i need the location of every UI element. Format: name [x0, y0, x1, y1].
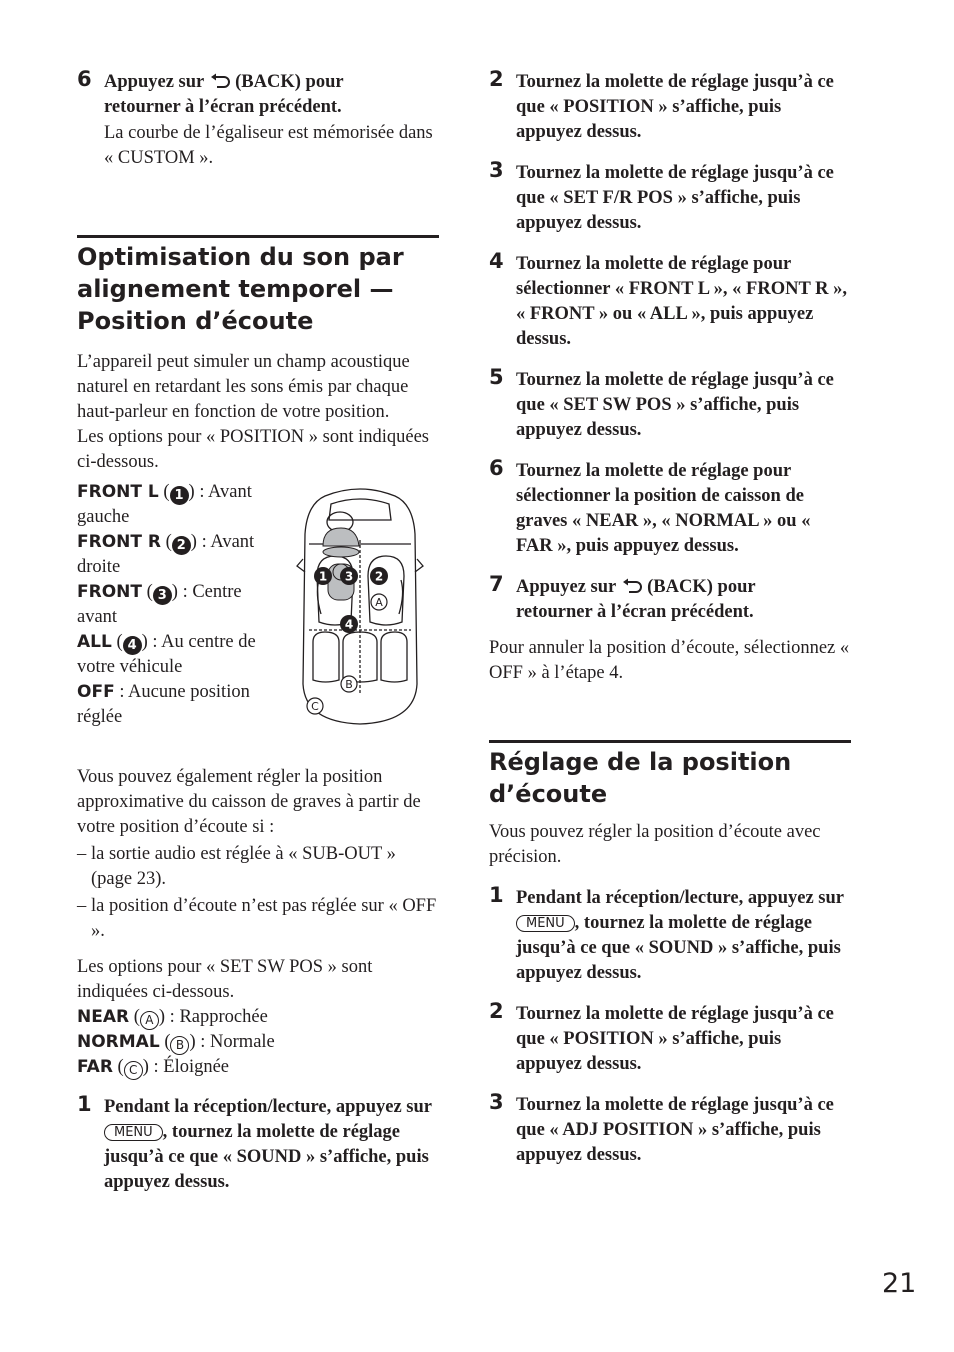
option-key: FAR	[77, 1057, 113, 1077]
diagram-label-1: 1	[318, 569, 328, 584]
diagram-label-a: A	[375, 596, 383, 609]
diagram-label-c: C	[311, 700, 319, 713]
option-desc: ) : Éloignée	[142, 1057, 230, 1077]
step-number: 6	[489, 456, 504, 480]
step-text: Appuyez sur	[104, 72, 204, 92]
step-text: retourner à l’écran précédent.	[104, 97, 342, 117]
option-key: NORMAL	[77, 1032, 160, 1052]
step-number: 2	[489, 67, 504, 91]
step-2-position	[489, 999, 851, 1077]
marker-b: B	[170, 1036, 189, 1055]
marker-3: 3	[153, 586, 172, 605]
menu-button-icon: MENU	[104, 1124, 163, 1141]
step-text: Tournez la molette de réglage jusqu’à ce que « POSITION » s’affiche, puis appuyez dessus.	[516, 1004, 834, 1074]
car-seating-diagram	[295, 484, 425, 728]
left-column	[77, 67, 439, 1195]
page-number: 21	[882, 1268, 917, 1299]
section-title: Réglage de la position d’écoute	[489, 748, 792, 808]
step-number: 2	[489, 999, 504, 1023]
option-key: OFF	[77, 682, 115, 702]
step-text: Tournez la molette de réglage jusqu’à ce que « ADJ POSITION » s’affiche, puis appuyez dessus.	[516, 1095, 834, 1165]
step-number: 3	[489, 1090, 504, 1114]
right-column	[489, 67, 851, 1168]
step-4	[489, 249, 851, 352]
option-normal: NORMAL ( B ) : Normale	[77, 1030, 439, 1055]
position-options	[77, 480, 439, 730]
step-5	[489, 365, 851, 443]
step-text: Tournez la molette de réglage jusqu’à ce que « SET F/R POS » s’affiche, puis appuyez dessus.	[516, 163, 834, 233]
step-text: Tournez la molette de réglage jusqu’à ce que « SET SW POS » s’affiche, puis appuyez dessus.	[516, 370, 834, 440]
option-front-r: FRONT R ( 2 ) : Avant droite	[77, 532, 255, 577]
diagram-label-2: 2	[374, 569, 384, 584]
sw-options-intro: Les options pour « SET SW POS » sont indiquées ci-dessous.	[77, 957, 373, 1002]
step-6	[489, 456, 851, 559]
step-3	[489, 158, 851, 236]
marker-2: 2	[172, 536, 191, 555]
step-2	[489, 67, 851, 145]
option-desc: ) : Avant droite	[77, 532, 255, 577]
subwoofer-intro: Vous pouvez également régler la position approximative du caisson de graves à partir de votre position d’écoute si :	[77, 767, 421, 837]
diagram-label-4: 4	[344, 617, 354, 632]
marker-1: 1	[170, 486, 189, 505]
step-number: 1	[489, 883, 504, 907]
step-note: La courbe de l’égaliseur est mémorisée dans « CUSTOM ».	[104, 123, 433, 168]
intro-paragraph: L’appareil peut simuler un champ acoustique naturel en retardant les sons émis par chaque haut-parleur en fonction de votre position.	[77, 352, 410, 422]
condition-item: – la position d’écoute n’est pas réglée sur « OFF ».	[77, 896, 437, 941]
options-intro: Les options pour « POSITION » sont indiquées ci-dessous.	[77, 427, 429, 472]
option-desc: ) : Rapprochée	[158, 1007, 268, 1027]
menu-button-icon: MENU	[516, 915, 575, 932]
sw-options	[77, 1005, 439, 1080]
step-number: 4	[489, 249, 504, 273]
step-number: 1	[77, 1092, 92, 1116]
option-desc: ) : Centre avant	[77, 582, 242, 627]
step-6-back	[77, 67, 439, 171]
option-near: NEAR ( A ) : Rapprochée	[77, 1005, 439, 1030]
option-key: ALL	[77, 632, 112, 652]
section-rule	[77, 235, 439, 238]
intro-paragraph: Vous pouvez régler la position d’écoute avec précision.	[489, 822, 821, 867]
option-key: FRONT	[77, 582, 142, 602]
option-all: ALL ( 4 ) : Au centre de votre véhicule	[77, 632, 256, 677]
option-desc: ) : Normale	[189, 1032, 275, 1052]
condition-item: – la sortie audio est réglée à « SUB-OUT » (page 23).	[77, 844, 396, 889]
option-key: NEAR	[77, 1007, 130, 1027]
step-1-sound: 1 Pendant la réception/lecture, appuyez sur MENU , tournez la molette de réglage jusqu’à ce que « SOUND » s’affiche, puis appuyez dessus.	[489, 883, 844, 983]
step-7-back: 7 Appuyez sur (BACK) pour retourner à l’écran précédent.	[489, 572, 756, 622]
step-number: 7	[489, 572, 504, 596]
step-number: 6	[77, 67, 92, 91]
step-number: 5	[489, 365, 504, 389]
option-desc: ) : Avant gauche	[77, 482, 252, 527]
section-rule	[489, 740, 851, 743]
option-far: FAR ( C ) : Éloignée	[77, 1055, 439, 1080]
diagram-label-3: 3	[344, 569, 354, 584]
option-key: FRONT L	[77, 482, 159, 502]
back-icon	[209, 73, 231, 89]
back-icon	[621, 578, 643, 594]
step-text: Tournez la molette de réglage jusqu’à ce que « POSITION » s’affiche, puis appuyez dessus.	[516, 72, 834, 142]
marker-4: 4	[123, 636, 142, 655]
step-text: Tournez la molette de réglage pour sélectionner la position de caisson de graves « NEAR », « NORMAL » ou « FAR », puis appuyez dessus.	[516, 461, 811, 556]
step-text: Tournez la molette de réglage pour sélectionner « FRONT L », « FRONT R », « FRONT » ou « ALL », puis appuyez dessus.	[516, 254, 847, 349]
step-1-sound: 1 Pendant la réception/lecture, appuyez sur MENU , tournez la molette de réglage jusqu’à ce que « SOUND » s’affiche, puis appuyez dessus.	[77, 1092, 432, 1192]
step-3-adj-position	[489, 1090, 851, 1168]
option-front: FRONT ( 3 ) : Centre avant	[77, 582, 242, 627]
option-desc: ) : Au centre de votre véhicule	[77, 632, 256, 677]
marker-a: A	[140, 1011, 159, 1030]
option-desc: : Aucune position réglée	[77, 682, 250, 727]
option-front-l: FRONT L ( 1 ) : Avant gauche	[77, 482, 252, 527]
section-title: Optimisation du son par alignement temporel — Position d’écoute	[77, 243, 404, 335]
option-key: FRONT R	[77, 532, 161, 552]
step-text: (BACK) pour	[235, 72, 344, 92]
cancel-note: Pour annuler la position d’écoute, sélectionnez « OFF » à l’étape 4.	[489, 638, 850, 683]
step-number: 3	[489, 158, 504, 182]
diagram-label-b: B	[345, 678, 353, 691]
marker-c: C	[124, 1061, 143, 1080]
conditions-list	[77, 842, 439, 944]
option-off	[77, 680, 277, 730]
